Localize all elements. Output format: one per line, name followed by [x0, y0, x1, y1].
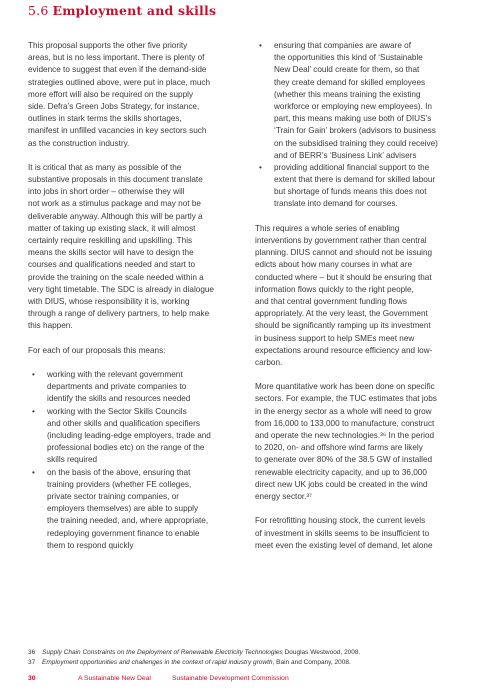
text-line: and operate the new technologies.³⁶ In the period [255, 431, 435, 440]
text-line: side. Defra’s Green Jobs Strategy, for instance, [28, 101, 200, 111]
paragraph-gap [28, 333, 236, 345]
text-line: them to respond quickly [47, 540, 134, 550]
text-line: in business support to help SMEs meet new [255, 333, 415, 343]
text-line: but shortage of funds means this does not [274, 187, 427, 197]
paragraph-gap [28, 357, 236, 369]
text-line: private sector training companies, or [47, 491, 179, 501]
text-line: New Deal’ could create for them, so that [274, 65, 420, 75]
text-line: courses and qualifications needed and start to [28, 260, 196, 270]
text-line: This proposal supports the other five priority [28, 41, 188, 50]
bullet-list [255, 40, 467, 211]
bullet-item [255, 162, 467, 211]
paragraph-gap [255, 503, 467, 515]
bullet-icon: • [32, 467, 35, 477]
text-line: redeploying government finance to enable [47, 528, 200, 538]
text-line: on the subsidised training they could receive) [274, 138, 438, 148]
text-line: More quantitative work has been done on specific [255, 382, 435, 392]
text-line: providing additional financial support to the [274, 162, 430, 172]
paragraph-gap [255, 211, 467, 223]
page-footer [28, 675, 289, 682]
paragraph [28, 162, 236, 333]
text-line: this happen. [28, 321, 73, 331]
text-line: (whether this means training the existing [274, 89, 421, 99]
paragraph [28, 40, 236, 150]
text-line: carbon. [255, 357, 283, 367]
text-line: departments and private companies to [47, 382, 187, 392]
text-line: skills required [47, 455, 98, 465]
bullet-item [255, 40, 467, 162]
text-line: outlines in stark terms the skills shortages, [28, 114, 182, 124]
text-line: It is critical that as many as possible of the [28, 162, 182, 172]
text-line: to 2020, on- and offshore wind farms are likely [255, 443, 423, 453]
text-line: extent that there is demand for skilled labour [274, 175, 436, 185]
bullet-item [28, 369, 236, 406]
text-line: energy sector.³⁷ [255, 491, 313, 501]
text-line: provide the training on the scale needed within a [28, 272, 204, 282]
text-line: translate into demand for courses. [274, 199, 398, 209]
text-line: sectors. For example, the TUC estimates that jobs [255, 394, 437, 404]
footnote-number: 37 [28, 659, 36, 666]
text-line: professional bodies etc) on the range of the [47, 443, 205, 453]
footnote-number: 36 [28, 649, 36, 656]
text-line: with DIUS, whose responsibility it is, working [28, 296, 190, 306]
paragraph-gap [28, 150, 236, 162]
text-line: very tight timetable. The SDC is already in dialogue [28, 284, 214, 294]
text-line: ‘Train for Gain’ brokers (advisors to business [274, 126, 436, 136]
text-line: substantive proposals in this document translate [28, 175, 203, 185]
text-line: means the skills sector will have to design the [28, 248, 194, 258]
bullet-item [28, 406, 236, 467]
bullet-icon: • [32, 370, 35, 380]
text-line: employers themselves) are able to supply [47, 504, 199, 514]
text-line: matter of taking up existing slack, it will almost [28, 223, 196, 233]
text-line: from 16,000 to 133,000 to manufacture, construct [255, 418, 435, 428]
text-line: evidence to suggest that even if the demand-side [28, 65, 207, 75]
footnote-title: Supply Chain Constraints on the Deployment of Renewable Electricity Technologies [42, 649, 283, 656]
paragraph [255, 223, 467, 369]
text-line: interventions by government rather than central [255, 236, 427, 245]
paragraph [28, 345, 236, 357]
section-number: 5.6 [28, 3, 49, 18]
paragraph-gap [255, 369, 467, 381]
publication-title: A Sustainable New Deal [78, 675, 151, 682]
text-line: For each of our proposals this means: [28, 345, 166, 355]
footnote-title: Employment opportunities and challenges in the context of rapid industry growth [42, 659, 273, 666]
text-line: and that central government funding flows [255, 296, 408, 306]
text-line: of investment in skills seems to be insufficient to [255, 528, 430, 538]
text-line: and of BERR’s ‘Business Link’ advisers [274, 150, 417, 160]
text-line: the training needed, and, where appropriate, [47, 516, 209, 526]
text-line: areas, but is no less important. There is plenty of [28, 53, 205, 63]
text-line: training providers (whether FE colleges, [47, 479, 192, 489]
footnote-source: , Bain and Company, 2008. [272, 659, 351, 666]
text-line: workforce or employing new employees). In [274, 101, 432, 111]
section-title: Employment and skills [52, 3, 217, 18]
text-line: information flows quickly to the right people, [255, 284, 414, 294]
page-number: 30 [28, 675, 36, 682]
text-line: appropriately. At the very least, the Government [255, 309, 428, 319]
paragraph [255, 515, 467, 552]
text-line: part, this means making use both of DIUS’s [274, 114, 432, 124]
text-line: manifest in unfilled vacancies in key sectors such [28, 126, 207, 136]
text-line: they create demand for skilled employees [274, 77, 426, 87]
footnote [28, 658, 360, 668]
text-line: working with the relevant government [47, 370, 183, 380]
text-line: into jobs in short order – otherwise they will [28, 187, 185, 197]
text-line: conducted where – but it should be ensuring that [255, 272, 432, 282]
bullet-item [28, 467, 236, 552]
right-column [255, 40, 467, 552]
text-line: should be significantly ramping up its investment [255, 321, 431, 331]
bullet-list [28, 369, 236, 552]
text-line: This requires a whole series of enabling [255, 223, 400, 233]
text-line: identify the skills and resources needed [47, 394, 191, 404]
bullet-icon: • [259, 162, 262, 172]
text-line: ensuring that companies are aware of [274, 41, 411, 50]
text-line: expectations around resource efficiency and low- [255, 345, 433, 355]
text-line: working with the Sector Skills Councils [47, 406, 187, 416]
text-line: not work as a stimulus package and may not be [28, 199, 201, 209]
text-line: meet even the existing level of demand, let alone [255, 540, 433, 550]
footnote-source: Douglas Westwood, 2008. [282, 649, 361, 656]
text-line: and other skills and qualification specifiers [47, 418, 200, 428]
text-line: For retrofitting housing stock, the current levels [255, 516, 426, 526]
text-line: direct new UK jobs could be created in the wind [255, 479, 428, 489]
text-line: as the construction industry. [28, 138, 130, 148]
text-line: (including leading-edge employers, trade and [47, 431, 211, 440]
text-line: the opportunities this kind of ‘Sustainable [274, 53, 423, 63]
text-line: more effort will also be required on the supply [28, 89, 194, 99]
organisation-name: Sustainable Development Commission [172, 675, 289, 682]
text-line: to generate over 80% of the 38.5 GW of installed [255, 455, 433, 465]
footnotes [28, 648, 360, 668]
bullet-icon: • [32, 406, 35, 416]
text-line: deliverable anyway. Although this will be partly a [28, 211, 203, 221]
text-line: strategies outlined above, were put in place, much [28, 77, 211, 87]
text-line: in the energy sector as a whole will need to grow [255, 406, 432, 416]
text-line: on the basis of the above, ensuring that [47, 467, 191, 477]
footnote [28, 648, 360, 658]
left-column [28, 40, 236, 552]
text-line: planning. DIUS cannot and should not be issuing [255, 248, 433, 258]
section-heading [28, 3, 216, 18]
bullet-icon: • [259, 41, 262, 50]
text-line: renewable electricity capacity, and up to 36,000 [255, 467, 427, 477]
paragraph [255, 381, 467, 503]
text-line: certainly require reskilling and upskilling. This [28, 236, 193, 245]
text-line: edicts about how many courses in what are [255, 260, 413, 270]
text-line: through a range of delivery partners, to help make [28, 309, 210, 319]
